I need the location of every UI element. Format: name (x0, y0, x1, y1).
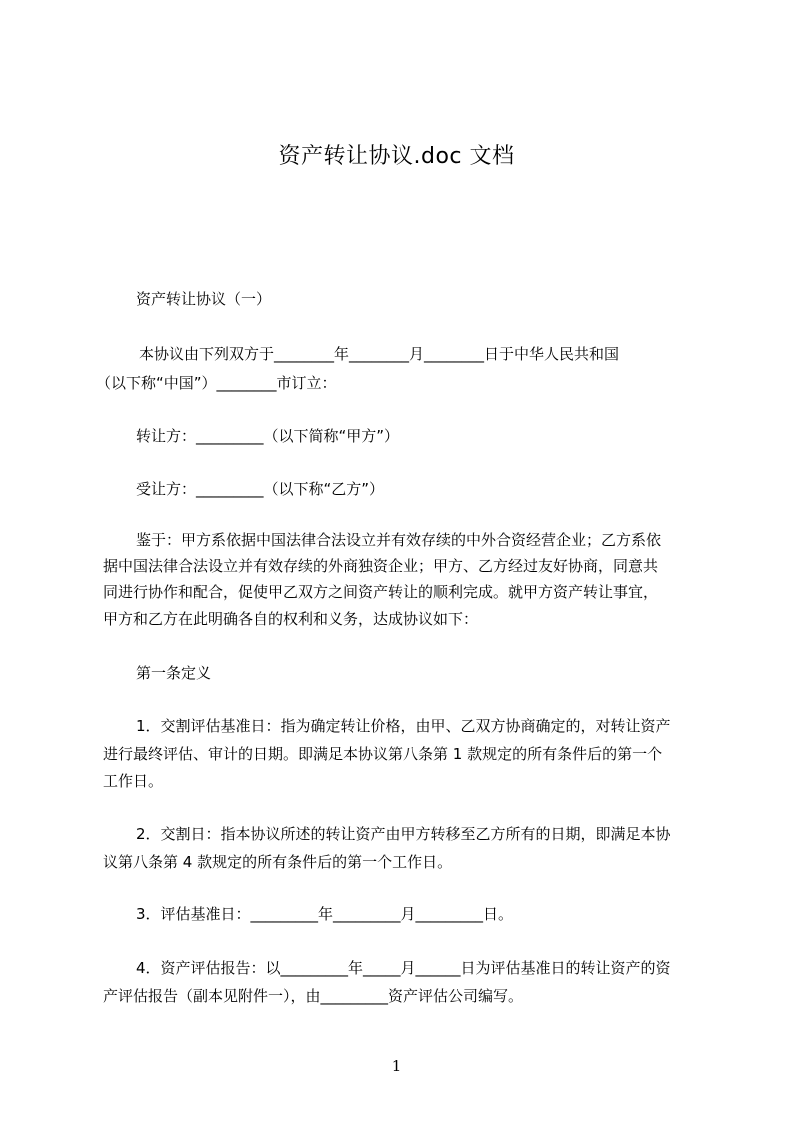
paragraph-line: 1．交割评估基准日：指为确定转让价格，由甲、乙双方协商确定的，对转让资产 (136, 717, 671, 735)
page-number: 1 (391, 1057, 402, 1075)
paragraph-line: 本协议由下列双方于________年________月________日于中华人民共和国 (139, 345, 620, 363)
paragraph-line: 3．评估基准日：_________年_________月_________日。 (136, 905, 514, 923)
paragraph-line: 鉴于：甲方系依据中国法律合法设立并有效存续的中外合资经营企业；乙方系依 (136, 531, 662, 549)
paragraph-line: 2．交割日：指本协议所述的转让资产由甲方转移至乙方所有的日期，即满足本协 (136, 825, 671, 843)
paragraph-line: 产评估报告（副本见附件一），由_________资产评估公司编写。 (103, 987, 524, 1005)
paragraph-line: 进行最终评估、审计的日期。即满足本协议第八条第 1 款规定的所有条件后的第一个 (103, 745, 663, 763)
paragraph-line: 工作日。 (103, 772, 164, 790)
paragraph-line: 转让方：_________（以下简称“甲方”） (136, 427, 400, 445)
paragraph-line: 据中国法律合法设立并有效存续的外商独资企业；甲方、乙方经过友好协商，同意共 (103, 557, 659, 575)
paragraph-line: （以下称“中国”）________市订立： (96, 374, 337, 392)
section-heading: 资产转让协议（一） (136, 290, 272, 308)
paragraph-line: 议第八条第 4 款规定的所有条件后的第一个工作日。 (103, 853, 453, 871)
article-heading: 第一条定义 (136, 664, 212, 682)
paragraph-line: 4．资产评估报告：以_________年_____月______日为评估基准日的转让资产的资 (136, 959, 671, 977)
paragraph-line: 受让方：_________（以下称“乙方”） (136, 480, 385, 498)
document-title: 资产转让协议.doc 文档 (278, 144, 515, 169)
paragraph-line: 甲方和乙方在此明确各自的权利和义务，达成协议如下： (103, 610, 479, 628)
paragraph-line: 同进行协作和配合，促使甲乙双方之间资产转让的顺利完成。就甲方资产转让事宜， (103, 583, 659, 601)
